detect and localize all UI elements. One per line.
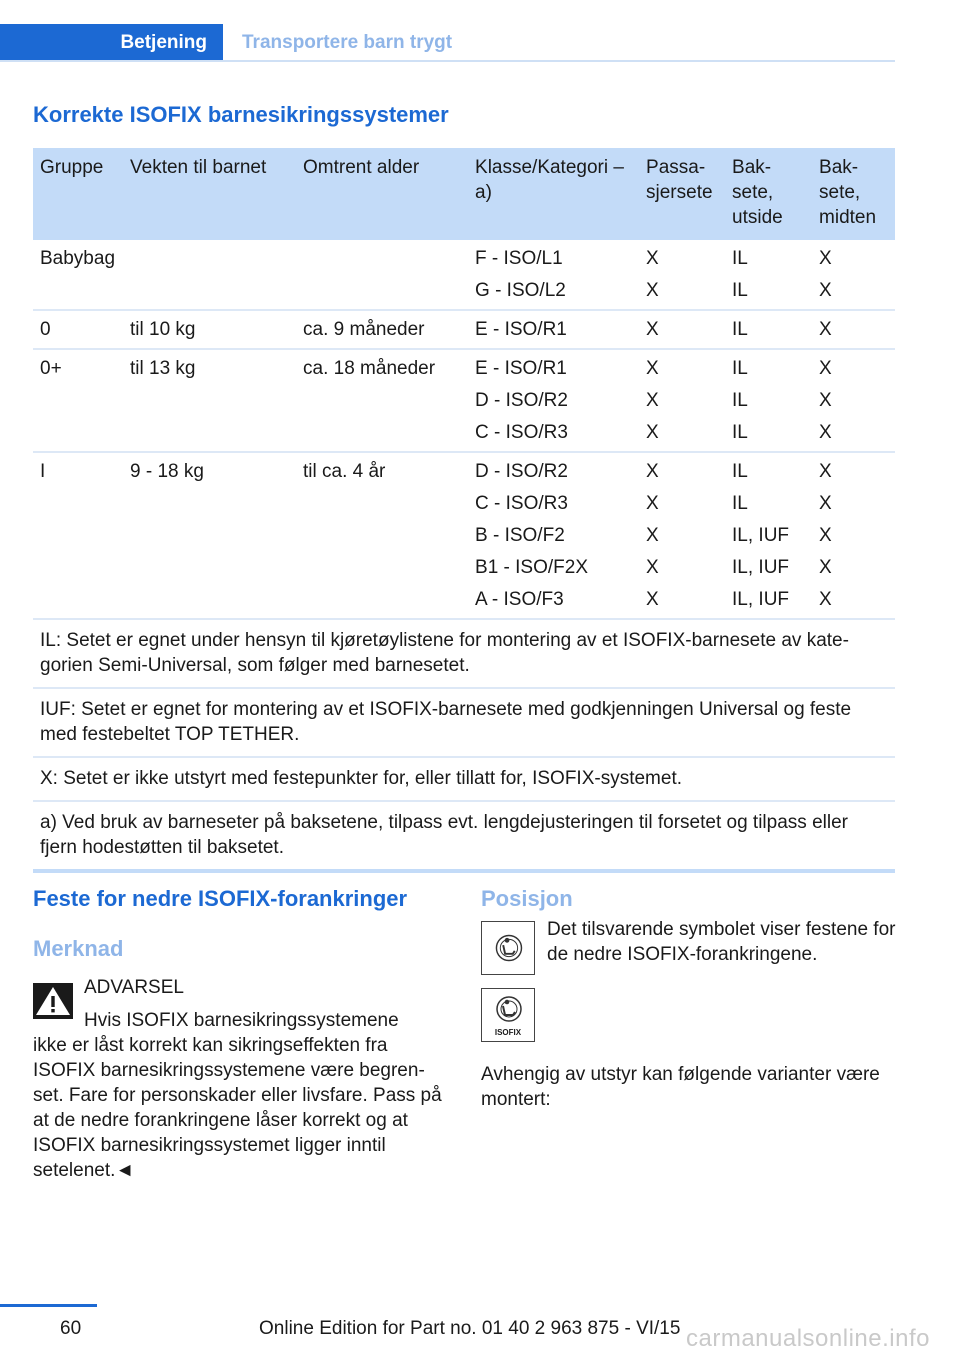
isofix-symbol bbox=[481, 988, 535, 1042]
isofix-anchor-heading: Feste for nedre ISOFIX-forankringer bbox=[33, 886, 408, 911]
table-row bbox=[33, 240, 895, 310]
cell-line: IL bbox=[732, 493, 748, 514]
cell-line: B - ISO/F2 bbox=[475, 525, 565, 546]
cell-line: IL bbox=[732, 280, 748, 301]
header-divider bbox=[0, 60, 895, 62]
col-header-klasse: Klasse/Kategori – a) bbox=[468, 148, 639, 240]
watermark: carmanualsonline.info bbox=[686, 1325, 930, 1352]
cell-line: B1 - ISO/F2X bbox=[475, 557, 588, 578]
col-header-midten: Bak-sete, midten bbox=[812, 148, 895, 240]
cell-alder: til ca. 4 år bbox=[296, 452, 468, 619]
cell-line: C - ISO/R3 bbox=[475, 422, 568, 443]
legend-note: a) Ved bruk av barneseter på baksetene, tilpass evt. lengdejusteringen til forsetet og tilpass eller fjern hodestøtten til baksetet. bbox=[33, 801, 895, 871]
page-number: 60 bbox=[60, 1318, 82, 1339]
isofix-label: ISOFIX bbox=[494, 1028, 522, 1037]
cell-line: X bbox=[819, 525, 832, 546]
cell-vekt: 9 - 18 kg bbox=[123, 452, 296, 619]
col-header-alder: Omtrent alder bbox=[296, 148, 468, 240]
cell-line: X bbox=[646, 422, 659, 443]
note-heading: Merknad bbox=[33, 936, 124, 961]
legend-row bbox=[33, 757, 895, 801]
cell-line: X bbox=[646, 557, 659, 578]
cell-line: IL bbox=[732, 390, 748, 411]
cell-line: F - ISO/L1 bbox=[475, 248, 563, 269]
cell-line: G - ISO/L2 bbox=[475, 280, 566, 301]
cell-passasjer bbox=[639, 349, 725, 452]
symbol-row bbox=[481, 917, 901, 979]
cell-line: E - ISO/R1 bbox=[475, 358, 567, 379]
cell-gruppe: 0+ bbox=[33, 349, 123, 452]
position-heading: Posisjon bbox=[481, 886, 573, 911]
cell-klasse bbox=[468, 349, 639, 452]
warning-block bbox=[33, 975, 448, 1183]
cell-passasjer bbox=[639, 310, 725, 349]
cell-line: IL bbox=[732, 319, 748, 340]
col-header-gruppe: Gruppe bbox=[33, 148, 123, 240]
cell-line: X bbox=[819, 358, 832, 379]
cell-gruppe: 0 bbox=[33, 310, 123, 349]
cell-passasjer bbox=[639, 240, 725, 310]
cell-line: E - ISO/R1 bbox=[475, 319, 567, 340]
legend-note: IL: Setet er egnet under hensyn til kjøretøylistene for montering av et ISOFIX-barnesete av kate-gorien Semi-Universal, som følger med barnesetet. bbox=[33, 619, 895, 688]
legend-row bbox=[33, 619, 895, 688]
cell-line: X bbox=[819, 422, 832, 443]
cell-line: X bbox=[819, 319, 832, 340]
cell-line: IL, IUF bbox=[732, 589, 790, 610]
cell-midten bbox=[812, 349, 895, 452]
col-header-vekt: Vekten til barnet bbox=[123, 148, 296, 240]
legend-note: X: Setet er ikke utstyrt med festepunkter for, eller tillatt for, ISOFIX-systemet. bbox=[33, 757, 895, 801]
isofix-table bbox=[33, 148, 895, 873]
cell-klasse bbox=[468, 310, 639, 349]
footer-rule bbox=[0, 1304, 97, 1307]
col-header-utside: Bak-sete, utside bbox=[725, 148, 812, 240]
cell-gruppe: I bbox=[33, 452, 123, 619]
cell-vekt bbox=[123, 240, 296, 310]
cell-midten bbox=[812, 452, 895, 619]
cell-line: X bbox=[646, 461, 659, 482]
child-seat-anchor-icon bbox=[481, 921, 535, 975]
left-column bbox=[33, 885, 448, 1183]
cell-line: X bbox=[646, 280, 659, 301]
cell-line: X bbox=[819, 390, 832, 411]
cell-line: IL bbox=[732, 422, 748, 443]
cell-line: C - ISO/R3 bbox=[475, 493, 568, 514]
cell-midten bbox=[812, 240, 895, 310]
cell-midten bbox=[812, 310, 895, 349]
cell-line: IL bbox=[732, 358, 748, 379]
page-title: Korrekte ISOFIX barnesikringssystemer bbox=[33, 102, 449, 127]
table-row bbox=[33, 452, 895, 619]
cell-line: X bbox=[819, 557, 832, 578]
cell-alder bbox=[296, 240, 468, 310]
cell-line: X bbox=[646, 390, 659, 411]
table-header-row bbox=[33, 148, 895, 240]
cell-line: X bbox=[646, 319, 659, 340]
chapter-tab: Betjening bbox=[0, 24, 223, 62]
table-row bbox=[33, 349, 895, 452]
cell-line: X bbox=[646, 589, 659, 610]
cell-line: X bbox=[646, 248, 659, 269]
col-header-passasjer: Passa-sjersete bbox=[639, 148, 725, 240]
cell-line: A - ISO/F3 bbox=[475, 589, 564, 610]
cell-line: X bbox=[646, 358, 659, 379]
cell-line: X bbox=[819, 589, 832, 610]
cell-line: D - ISO/R2 bbox=[475, 461, 568, 482]
cell-vekt: til 13 kg bbox=[123, 349, 296, 452]
cell-line: X bbox=[819, 461, 832, 482]
child-seat-isofix-icon bbox=[482, 989, 534, 1029]
cell-line: D - ISO/R2 bbox=[475, 390, 568, 411]
legend-row bbox=[33, 688, 895, 757]
cell-utside bbox=[725, 240, 812, 310]
cell-line: X bbox=[646, 525, 659, 546]
cell-utside bbox=[725, 310, 812, 349]
cell-klasse bbox=[468, 452, 639, 619]
cell-vekt: til 10 kg bbox=[123, 310, 296, 349]
cell-klasse bbox=[468, 240, 639, 310]
legend-row bbox=[33, 801, 895, 871]
cell-alder: ca. 18 måneder bbox=[296, 349, 468, 452]
variants-text: Avhengig av utstyr kan følgende varianter være montert: bbox=[481, 1064, 880, 1110]
warning-label: ADVARSEL bbox=[84, 977, 184, 998]
warning-first-line: Hvis ISOFIX barnesikringssystemene bbox=[84, 1010, 399, 1031]
page-header bbox=[0, 24, 895, 62]
cell-alder: ca. 9 måneder bbox=[296, 310, 468, 349]
cell-line: IL, IUF bbox=[732, 557, 790, 578]
warning-body: ikke er låst korrekt kan sikringseffekten fra ISOFIX barnesikringssystemene være begren-set. Fare for personskader eller livsfare. Pass på at de nedre forankringene låser korrekt og at ISOFIX barnesikringssystemet ligger inntil setelenet.◄ bbox=[33, 1035, 442, 1181]
cell-gruppe: Babybag bbox=[33, 240, 123, 310]
cell-line: IL bbox=[732, 248, 748, 269]
cell-utside bbox=[725, 452, 812, 619]
warning-icon bbox=[33, 983, 73, 1019]
cell-line: IL bbox=[732, 461, 748, 482]
cell-utside bbox=[725, 349, 812, 452]
cell-line: X bbox=[819, 248, 832, 269]
cell-line: X bbox=[819, 280, 832, 301]
cell-line: X bbox=[819, 493, 832, 514]
section-tab: Transportere barn trygt bbox=[242, 32, 453, 53]
right-column bbox=[481, 885, 901, 1112]
cell-passasjer bbox=[639, 452, 725, 619]
table-row bbox=[33, 310, 895, 349]
legend-note: IUF: Setet er egnet for montering av et ISOFIX-barnesete med godkjenningen Universal og feste med festebeltet TOP TETHER. bbox=[33, 688, 895, 757]
cell-line: X bbox=[646, 493, 659, 514]
symbol-description: Det tilsvarende symbolet viser festene for de nedre ISOFIX-forankringene. bbox=[547, 919, 896, 965]
cell-line: IL, IUF bbox=[732, 525, 790, 546]
edition-note: Online Edition for Part no. 01 40 2 963 875 - VI/15 bbox=[259, 1318, 681, 1339]
